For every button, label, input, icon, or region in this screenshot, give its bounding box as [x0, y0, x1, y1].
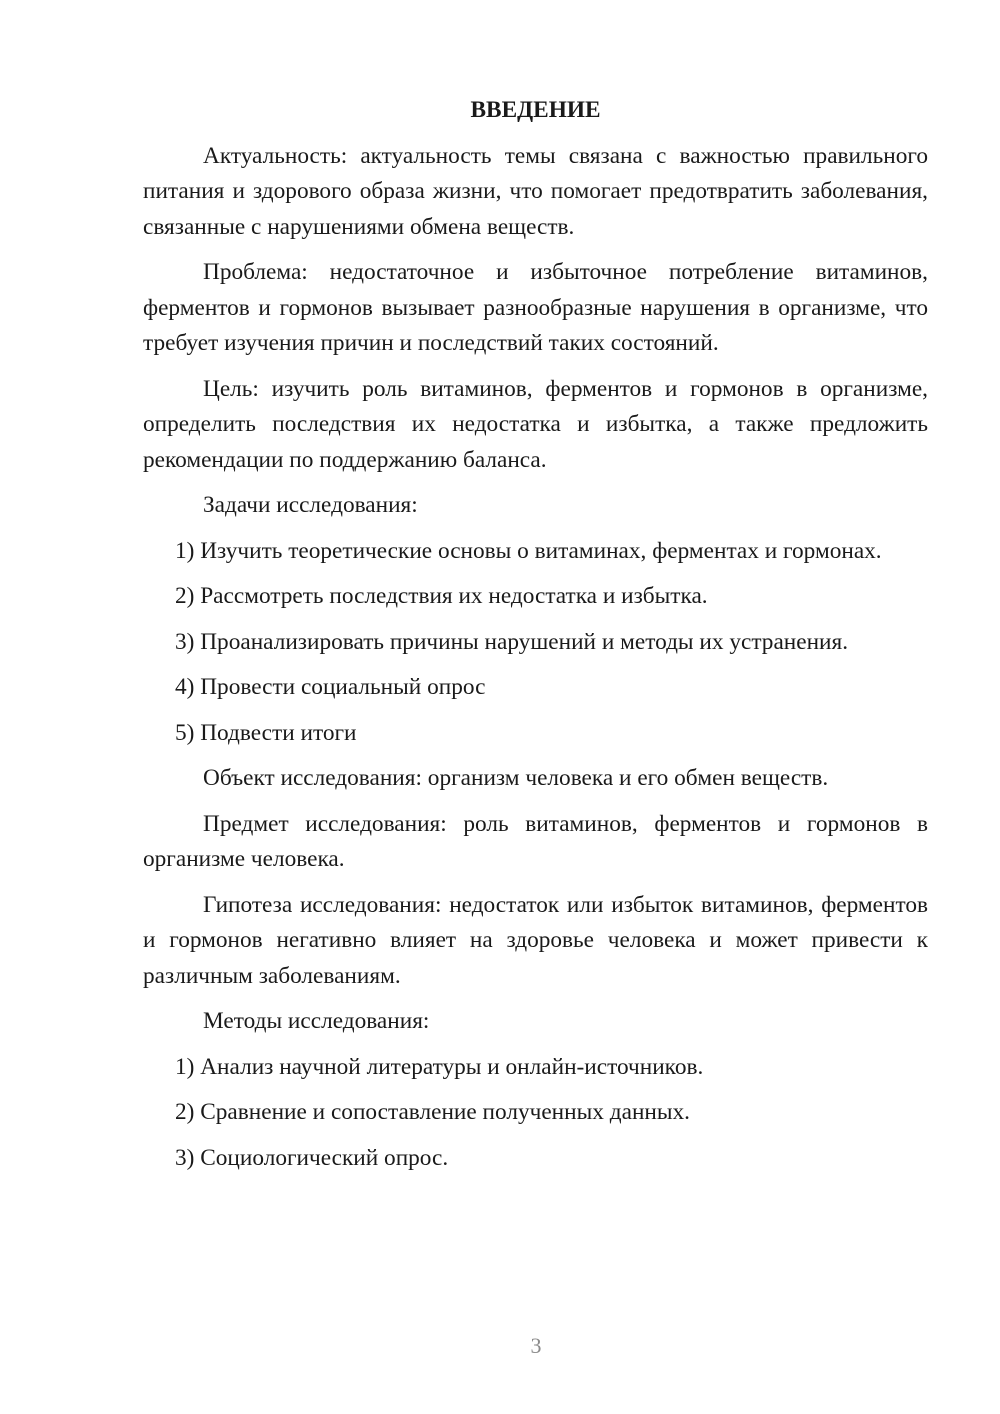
page-title: ВВЕДЕНИЕ	[470, 97, 601, 123]
paragraph-subject: Предмет исследования: роль витаминов, ферментов и гормонов в организме человека.	[143, 810, 928, 872]
paragraph-goal: Цель: изучить роль витаминов, ферментов и гормонов в организме, определить последствия их недостатка и избытка, а также предложить рекомендации по поддержанию баланса.	[143, 375, 928, 473]
list-item: 5) Подвести итоги	[175, 719, 357, 746]
paragraph-object: Объект исследования: организм человека и его обмен веществ.	[203, 765, 829, 791]
list-item: 3) Проанализировать причины нарушений и методы их устранения.	[175, 628, 849, 655]
list-item: 2) Сравнение и сопоставление полученных данных.	[175, 1099, 690, 1125]
tasks-title: Задачи исследования:	[203, 492, 418, 518]
methods-title: Методы исследования:	[203, 1008, 430, 1034]
methods-list	[143, 1050, 928, 1177]
list-item: 1) Анализ научной литературы и онлайн-источников.	[175, 1053, 704, 1080]
list-item: 4) Провести социальный опрос	[175, 674, 486, 700]
paragraph-hypothesis: Гипотеза исследования: недостаток или избыток витаминов, ферментов и гормонов негативно влияет на здоровье человека и может привести к различным заболеваниям.	[143, 891, 928, 989]
tasks-list	[143, 534, 928, 752]
paragraph-problem: Проблема: недостаточное и избыточное потребление витаминов, ферментов и гормонов вызывает разнообразные нарушения в организме, что требует изучения причин и последствий таких состояний.	[143, 259, 928, 356]
list-item: 1) Изучить теоретические основы о витаминах, ферментах и гормонах.	[175, 537, 882, 564]
list-item: 3) Социологический опрос.	[175, 1144, 449, 1171]
paragraph-relevance: Актуальность: актуальность темы связана с важностью правильного питания и здорового образа жизни, что помогает предотвратить заболевания, связанные с нарушениями обмена веществ.	[143, 142, 928, 240]
list-item: 2) Рассмотреть последствия их недостатка и избытка.	[175, 583, 708, 609]
document-body	[143, 93, 928, 1186]
page-number: 3	[530, 1333, 542, 1358]
